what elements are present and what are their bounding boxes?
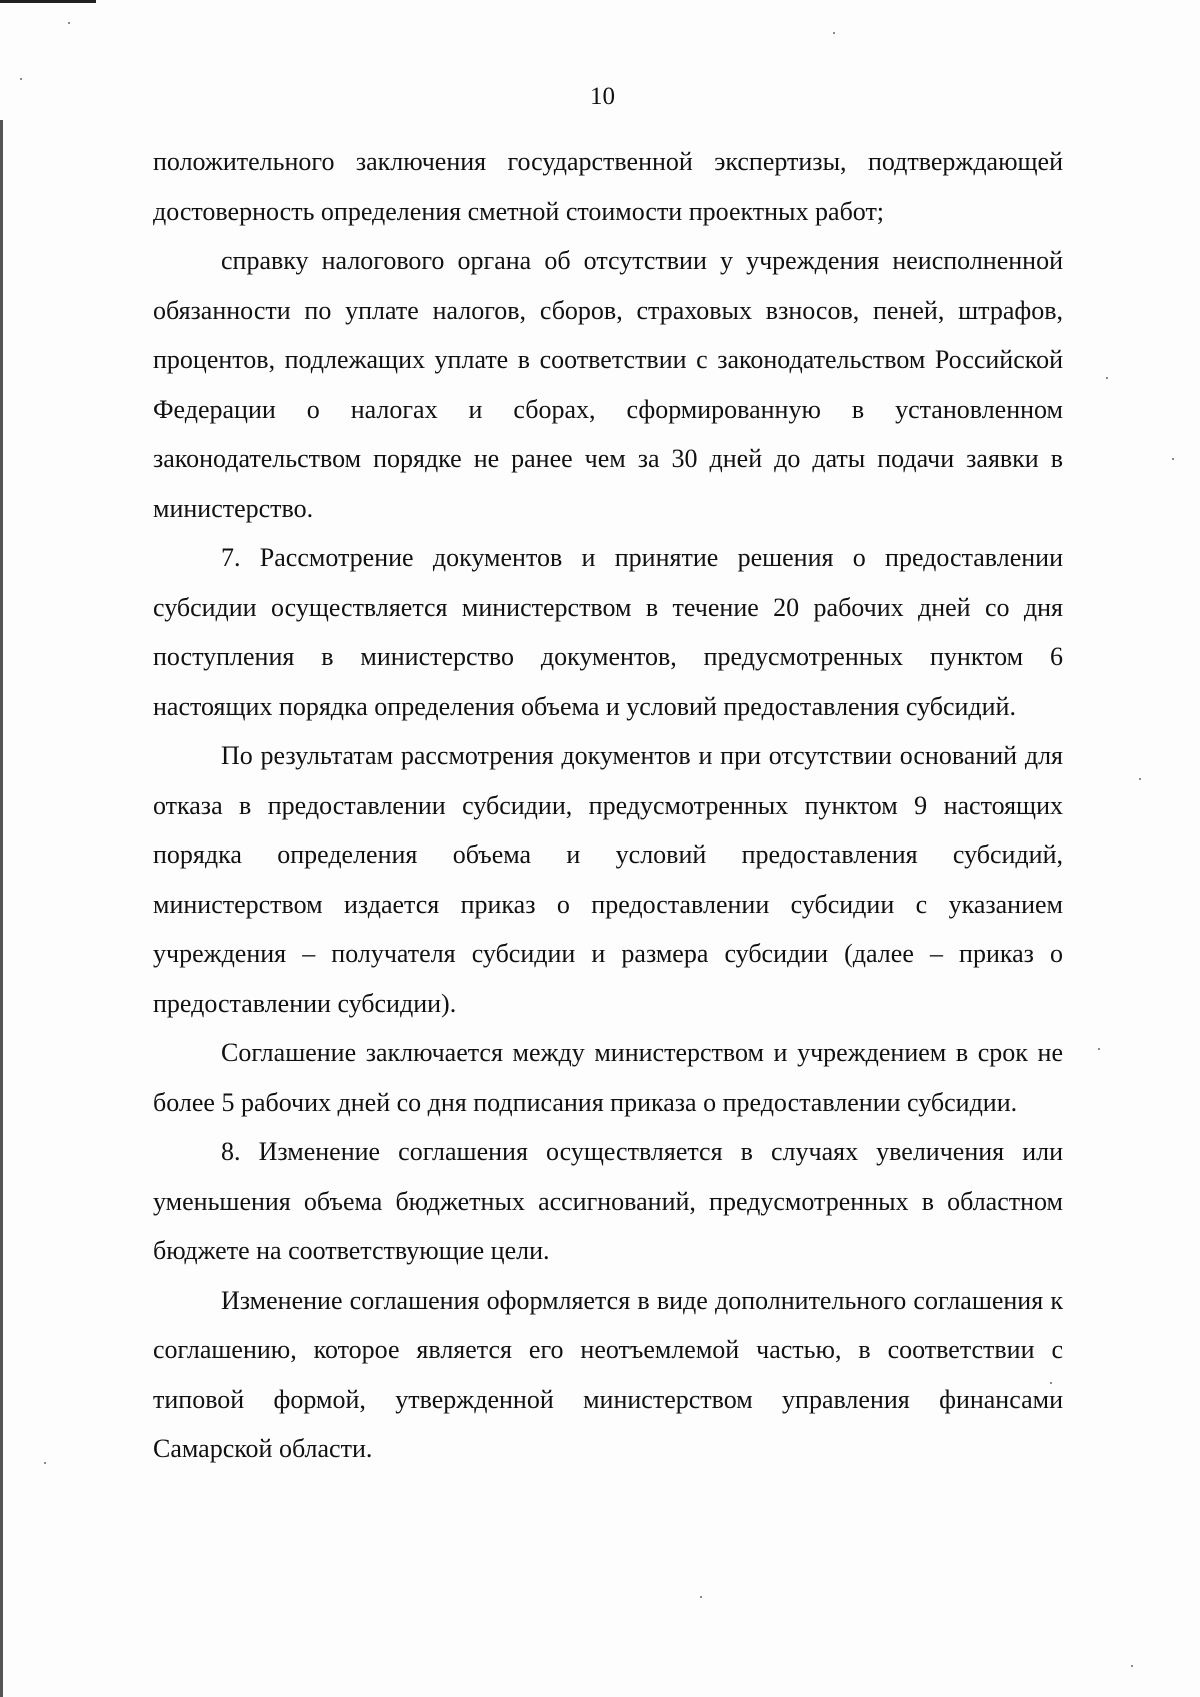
scan-speck (1098, 1048, 1100, 1050)
scan-speck (833, 32, 835, 34)
scan-speck (20, 78, 22, 80)
scan-speck (700, 1596, 702, 1598)
scan-speck (1139, 778, 1141, 780)
scan-speck (68, 22, 70, 24)
scan-speck (1131, 1665, 1133, 1667)
page-number: 10 (590, 83, 615, 110)
scan-left-edge (0, 120, 3, 1697)
paragraph: 7. Рассмотрение документов и принятие решения о предоставлении субсидии осуществляется министерством в течение 20 рабочих дней со дня поступления в министерство документов, предусмотренных пунктом 6 настоящих порядка определения объема и условий предоставления субсидий. (153, 543, 1063, 721)
scan-speck (1106, 377, 1108, 379)
scan-speck (44, 1462, 46, 1464)
paragraph: 8. Изменение соглашения осуществляется в случаях увеличения или уменьшения объема бюджетных ассигнований, предусмотренных в областном бюджете на соответствующие цели. (153, 1137, 1063, 1265)
paragraph: положительного заключения государственной экспертизы, подтверждающей достоверность определения сметной стоимости проектных работ; (153, 147, 1063, 226)
paragraph: справку налогового органа об отсутствии у учреждения неисполненной обязанности по уплате налогов, сборов, страховых взносов, пеней, штрафов, процентов, подлежащих уплате в соответствии с законодательством Российской Федерации о налогах и сборах, сформированную в установленном законодательством порядке не ранее чем за 30 дней до даты подачи заявки в министерство. (153, 246, 1063, 523)
paragraph: По результатам рассмотрения документов и при отсутствии оснований для отказа в предоставлении субсидии, предусмотренных пунктом 9 настоящих порядка определения объема и условий предоставления субсидий, министерством издается приказ о предоставлении субсидии с указанием учреждения – получателя субсидии и размера субсидии (далее – приказ о предоставлении субсидии). (153, 741, 1063, 1018)
paragraph: Соглашение заключается между министерством и учреждением в срок не более 5 рабочих дней со дня подписания приказа о предоставлении субсидии. (153, 1038, 1063, 1117)
scan-speck (1172, 458, 1174, 460)
paragraph: Изменение соглашения оформляется в виде дополнительного соглашения к соглашению, которое является его неотъемлемой частью, в соответствии с типовой формой, утвержденной министерством управления финансами Самарской области. (153, 1285, 1063, 1463)
document-body (153, 137, 1063, 1474)
scan-corner-mark (0, 0, 96, 3)
